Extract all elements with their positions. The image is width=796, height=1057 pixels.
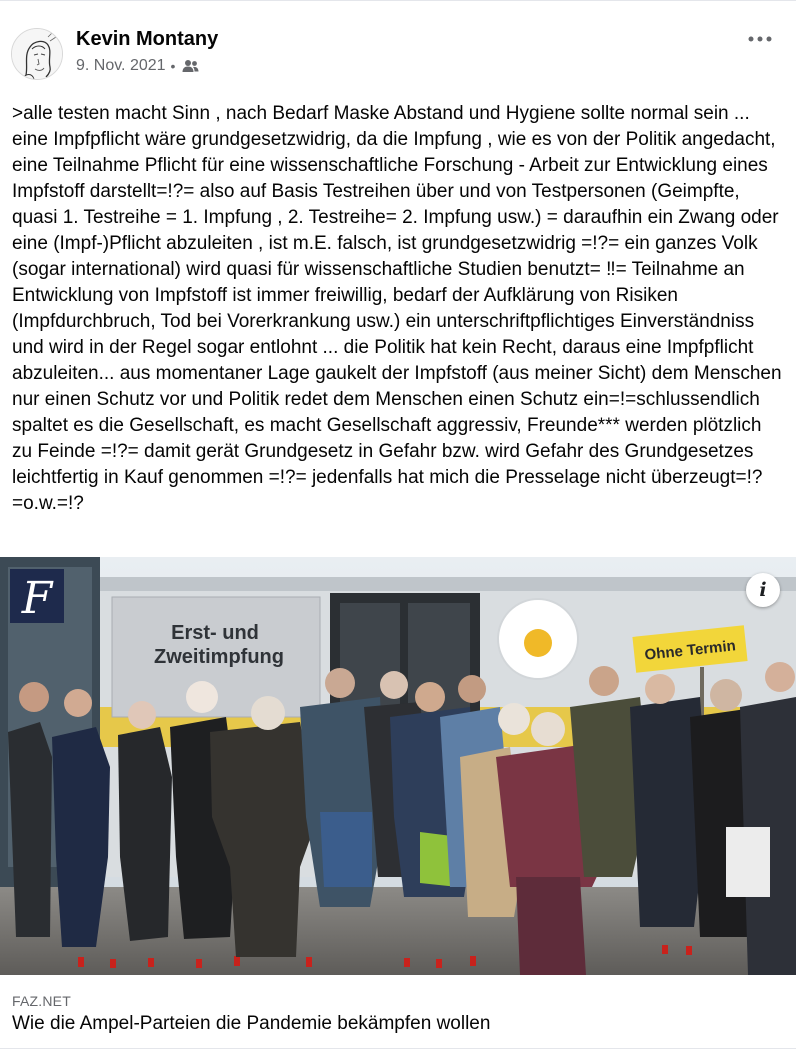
post-meta [76,57,199,75]
more-options-icon [748,36,772,42]
avatar-sketch-icon [12,29,63,80]
link-preview-image[interactable] [0,557,796,975]
author-name[interactable]: Kevin Montany [76,28,219,50]
info-icon[interactable]: i [746,573,780,607]
friends-icon[interactable] [182,59,199,73]
link-preview-footer[interactable] [0,975,796,1049]
bus-sign-line2: Zweitimpfung [154,646,284,668]
author-avatar[interactable] [11,28,63,80]
queue-photo [0,557,796,975]
post-text: >alle testen macht Sinn , nach Bedarf Maske Abstand und Hygiene sollte normal sein ... eine Impfpflicht wäre grundgesetzwidrig, da die Impfung , wie es von der Politik angedacht, eine Teilnahme Pflicht für eine wissenschaftliche Forschung - Arbeit zur Entwicklung eines Impfstoff darstellt=!?= also auf Basis Testreihen über und von Testpersonen (Geimpfte, quasi 1. Testreihe = 1. Impfung , 2. Testreihe= 2. Impfung usw.) = daraufhin ein Zwang oder eine (Impf-)Pflicht abzuleiten , ist m.E. falsch, ist grundgesetzwidrig =!?= ein ganzes Volk (sogar international) wird quasi für wissenschaftliche Studien benutzt= ‼= Teilnahme an Entwicklung von Impfstoff ist immer freiwillig, bedarf der Aufklärung von Risiken (Impfdurchbruch, Tod bei Vorerkrankung usw.) ein unterschriftpflichtiges Einverständniss und wird in der Regel sogar entlohnt ... die Politik hat kein Recht, daraus eine Impfpflicht abzuleiten... aus momentaner Lage gaukelt der Impfstoff (aus meiner Sicht) dem Menschen nur einen Schutz vor und Politik redet dem Menschen einen Schutz ein=!=schlussendlich spaltet es die Gesellschaft, es macht Gesellschaft aggressiv, Freunde*** werden plötzlich zu Feinde =!?= damit gerät Grundgesetz in Gefahr bzw. wird Gefahr des Grundgesetzes leichtfertig in Kauf genommen =!?= jedenfalls hat mich die Presselage nicht überzeugt=!?=o.w.=!? [12,103,782,514]
link-domain: FAZ.NET [12,993,71,1009]
bus-sign-line1: Erst- und [171,622,259,644]
placard-text: Ohne Termin [643,637,737,664]
more-options-button[interactable] [744,27,776,51]
post-header [0,1,796,91]
post-date[interactable]: 9. Nov. 2021 [76,57,166,74]
meta-separator: • [170,58,176,74]
link-title[interactable]: Wie die Ampel-Parteien die Pandemie bekämpfen wollen [12,1013,491,1034]
publisher-logo: F [21,573,53,624]
